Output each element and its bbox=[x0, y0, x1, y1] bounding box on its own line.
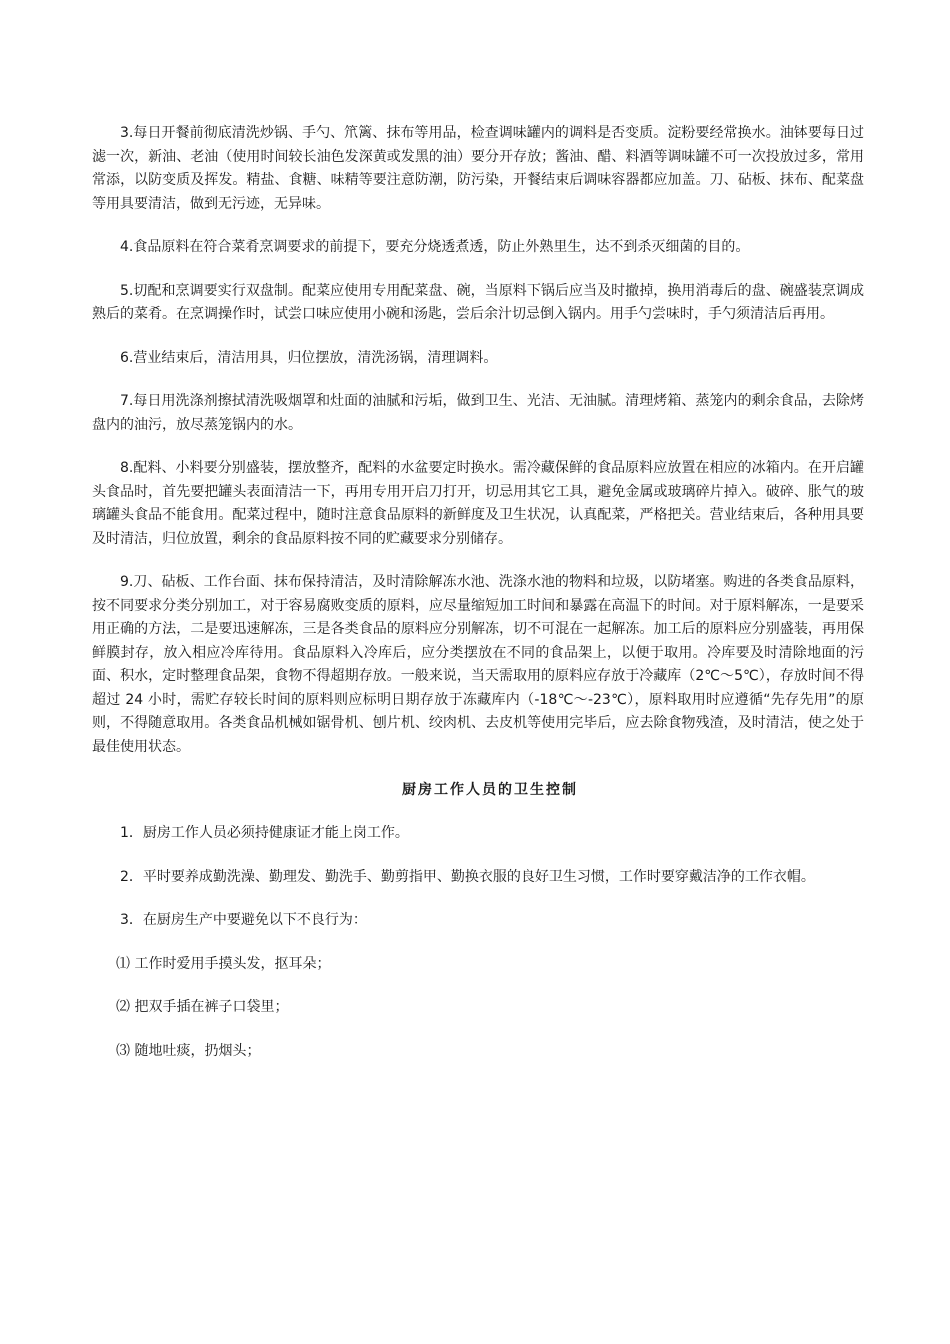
section-paragraph-1: 1．厨房工作人员必须持健康证才能上岗工作。 bbox=[120, 825, 409, 841]
sub-item-3: ⑶ 随地吐痰，扔烟头； bbox=[116, 1042, 261, 1059]
paragraph-8: 8.配料、小料要分别盛装，摆放整齐，配料的水盆要定时换水。需冷藏保鲜的食品原料应放置在相应的冰箱内。在开启罐头食品时，首先要把罐头表面清洁一下，再用专用开启刀打开，切忌用其它工具，避免金属或玻璃碎片掉入。破碎、胀气的玻璃罐头食品不能食用。配菜过程中，随时注意食品原料的新鲜度及卫生状况，认真配菜，严格把关。营业结束后，各种用具要及时清洁，归位放置，剩余的食品原料按不同的贮藏要求分别储存。 bbox=[92, 460, 864, 547]
paragraph-3: 3.每日开餐前彻底清洗炒锅、手勺、笊篱、抹布等用品，检查调味罐内的调料是否变质。淀粉要经常换水。油钵要每日过滤一次，新油、老油（使用时间较长油色发深黄或发黑的油）要分开存放；酱油、醋、料酒等调味罐不可一次投放过多，常用常添，以防变质及挥发。精盐、食糖、味精等要注意防潮，防污染，开餐结束后调味容器都应加盖。刀、砧板、抹布、配菜盘等用具要清洁，做到无污迹，无异味。 bbox=[92, 125, 864, 212]
sub-item-1: ⑴ 工作时爱用手摸头发，抠耳朵； bbox=[116, 955, 331, 972]
paragraph-4: 4.食品原料在符合菜肴烹调要求的前提下，要充分烧透煮透，防止外熟里生，达不到杀灭细菌的目的。 bbox=[120, 239, 750, 255]
section-title: 厨房工作人员的卫生控制 bbox=[402, 782, 578, 798]
paragraph-9: 9.刀、砧板、工作台面、抹布保持清洁，及时清除解冻水池、洗涤水池的物料和垃圾，以防堵塞。购进的各类食品原料，按不同要求分类分别加工，对于容易腐败变质的原料，应尽量缩短加工时间和暴露在高温下的时间。对于原料解冻，一是要采用正确的方法，二是要迅速解冻，三是各类食品的原料应分别解冻，切不可混在一起解冻。加工后的原料应分别盛装，再用保鲜膜封存，放入相应冷库待用。食品原料入冷库后，应分类摆放在不同的食品架上，以便于取用。冷库要及时清除地面的污面、积水，定时整理食品架，食物不得超期存放。一般来说，当天需取用的原料应存放于冷藏库（2℃～5℃），存放时间不得超过 24 小时，需贮存较长时间的原料则应标明日期存放于冻藏库内（-18℃～-23℃），原料取用时应遵循“先存先用”的原则，不得随意取用。各类食品机械如锯骨机、刨片机、绞肉机、去皮机等使用完毕后，应去除食物残渣，及时清洁，使之处于最佳使用状态。 bbox=[92, 574, 864, 755]
document-body bbox=[92, 122, 864, 1083]
sub-item-2: ⑵ 把双手插在裤子口袋里； bbox=[116, 999, 289, 1015]
paragraph-7: 7.每日用洗涤剂擦拭清洗吸烟罩和灶面的油腻和污垢，做到卫生、光洁、无油腻。清理烤箱、蒸笼内的剩余食品，去除烤盘内的油污，放尽蒸笼锅内的水。 bbox=[92, 393, 864, 433]
section-paragraph-2: 2．平时要养成勤洗澡、勤理发、勤洗手、勤剪指甲、勤换衣服的良好卫生习惯，工作时要穿戴洁净的工作衣帽。 bbox=[120, 868, 815, 885]
paragraph-5: 5.切配和烹调要实行双盘制。配菜应使用专用配菜盘、碗，当原料下锅后应当及时撤掉，换用消毒后的盘、碗盛装烹调成熟后的菜肴。在烹调操作时，试尝口味应使用小碗和汤匙，尝后余汁切忌倒入锅内。用手勺尝味时，手勺须清洁后再用。 bbox=[92, 282, 864, 322]
section-paragraph-3: 3．在厨房生产中要避免以下不良行为： bbox=[120, 912, 367, 928]
paragraph-6: 6.营业结束后，清洁用具，归位摆放，清洗汤锅，清理调料。 bbox=[120, 349, 498, 366]
